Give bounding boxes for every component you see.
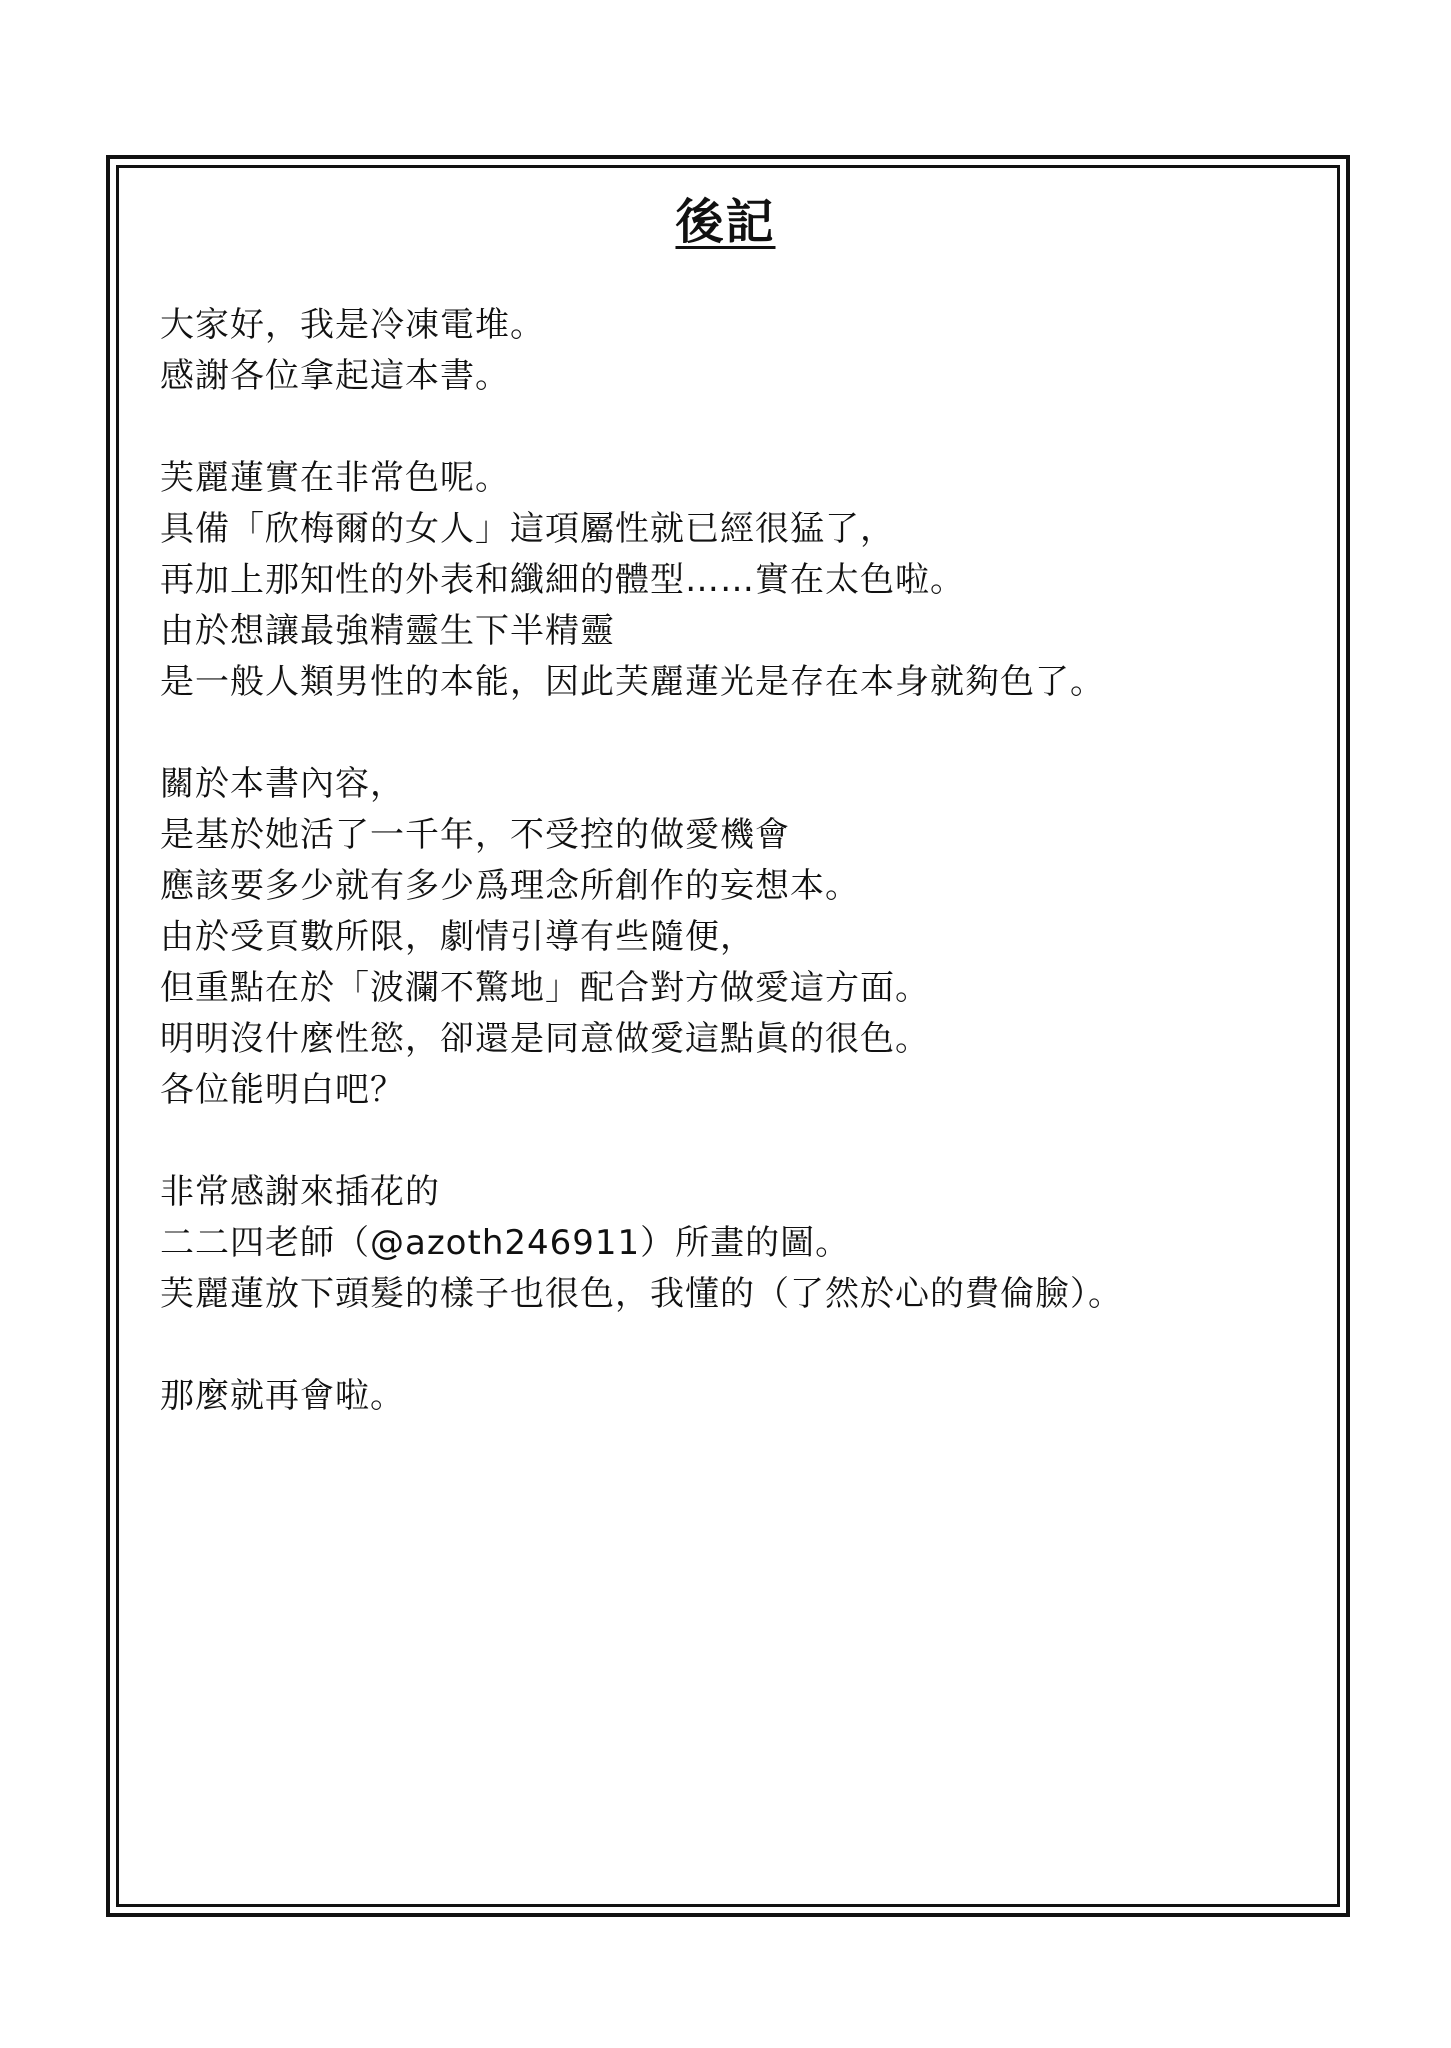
paragraph-greeting [160, 300, 1300, 402]
paragraph-character [160, 453, 1300, 708]
text-line: 芙麗蓮放下頭髮的樣子也很色，我懂的（了然於心的費倫臉）。 [160, 1274, 1123, 1314]
paragraph-farewell [160, 1371, 1300, 1422]
text-line: 應該要多少就有多少爲理念所創作的妄想本。 [160, 866, 860, 906]
paragraph-content [160, 759, 1300, 1116]
text-line: 具備「欣梅爾的女人」這項屬性就已經很猛了， [160, 509, 895, 549]
text-line: 二二四老師（@azoth246911）所畫的圖。 [160, 1223, 851, 1263]
text-line: 是基於她活了一千年，不受控的做愛機會 [160, 815, 790, 855]
text-line: 那麼就再會啦。 [160, 1376, 405, 1416]
text-line: 但重點在於「波瀾不驚地」配合對方做愛這方面。 [160, 968, 930, 1008]
text-line: 關於本書內容， [160, 764, 405, 804]
text-line: 由於想讓最強精靈生下半精靈 [160, 611, 615, 651]
text-line: 感謝各位拿起這本書。 [160, 356, 510, 396]
text-line: 大家好，我是冷凍電堆。 [160, 305, 545, 345]
paragraph-thanks [160, 1167, 1300, 1320]
afterword-body [160, 300, 1300, 1473]
page-title-text: 後記 [675, 194, 776, 250]
text-line: 再加上那知性的外表和纖細的體型……實在太色啦。 [160, 560, 965, 600]
text-line: 各位能明白吧？ [160, 1070, 405, 1110]
text-line: 非常感謝來插花的 [160, 1172, 440, 1212]
page-title [0, 192, 1451, 252]
text-line: 是一般人類男性的本能，因此芙麗蓮光是存在本身就夠色了。 [160, 662, 1105, 702]
text-line: 由於受頁數所限，劇情引導有些隨便， [160, 917, 755, 957]
text-line: 明明沒什麼性慾，卻還是同意做愛這點眞的很色。 [160, 1019, 930, 1059]
text-line: 芙麗蓮實在非常色呢。 [160, 458, 510, 498]
